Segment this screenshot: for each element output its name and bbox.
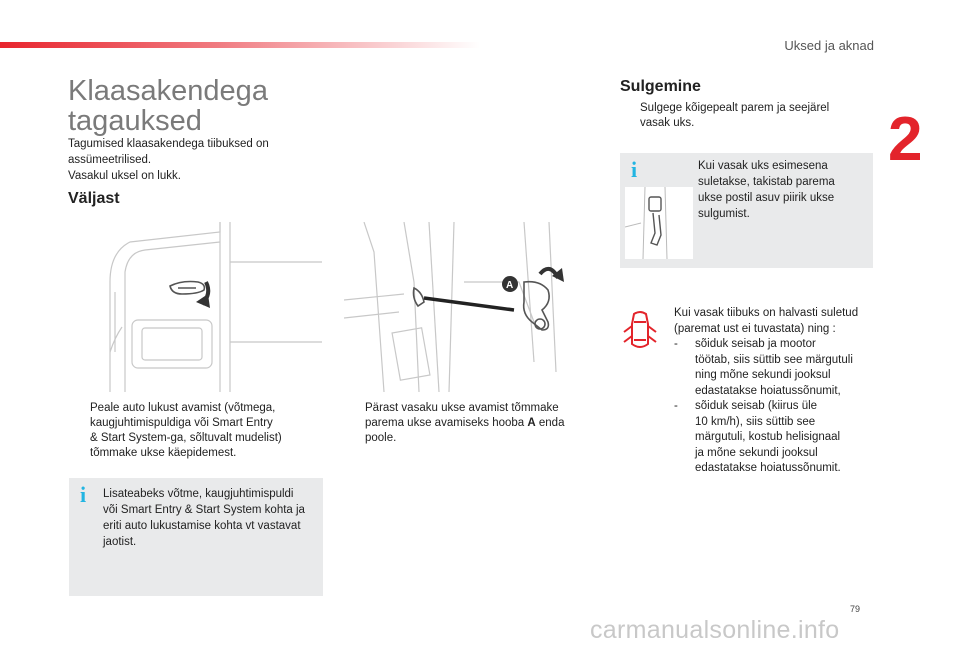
intro-line: Vasakul uksel on lukk.: [68, 170, 181, 182]
info-icon: i: [631, 157, 638, 182]
info-line: jaotist.: [103, 536, 137, 548]
warning-line: märgutuli, kostub helisignaal: [695, 431, 841, 443]
info-line: suletakse, takistab parema: [698, 176, 835, 188]
info-box-closing: [620, 153, 873, 268]
bullet-line: Peale auto lukust avamist (võtmega,: [90, 402, 276, 414]
header-accent-bar: [0, 42, 480, 48]
lever-a-drawing: [344, 222, 579, 392]
section-title: Uksed ja aknad: [784, 38, 874, 53]
striker-drawing: [625, 187, 693, 259]
figure-label-a: A: [506, 280, 514, 291]
lever-a-key: A: [527, 417, 536, 429]
bullet-line: tõmmake ukse käepidemest.: [90, 447, 237, 459]
bullet-line: & Start System-ga, sõltuvalt mudelist): [90, 432, 282, 444]
chapter-number: 2: [888, 105, 923, 174]
bullet-closing: [620, 101, 870, 131]
warning-intro-line: (paremat ust ei tuvastata) ning :: [674, 322, 836, 335]
warning-intro-line: Kui vasak tiibuks on halvasti suletud: [674, 307, 859, 319]
closing-heading: Sulgemine: [620, 78, 701, 95]
warning-line: ning mõne sekundi jooksul: [695, 369, 831, 381]
warning-item: [674, 337, 874, 399]
outside-heading: Väljast: [68, 190, 120, 207]
door-warning-drawing: [620, 310, 660, 354]
page-title: [68, 76, 268, 136]
warning-text: [674, 306, 874, 477]
watermark: carmanualsonline.info: [590, 616, 840, 644]
warning-line: ja mõne sekundi jooksul: [695, 446, 818, 459]
warning-line: töötab, siis süttib see märgutuli: [695, 353, 853, 366]
warning-line: 10 km/h), siis süttib see: [695, 415, 816, 428]
info-line: Lisateabeks võtme, kaugjuhtimispuldi: [103, 488, 294, 500]
bullet-line: Sulgege kõigepealt parem ja seejärel: [640, 102, 830, 114]
warning-dash: -: [674, 400, 678, 412]
info-line: või Smart Entry & Start System kohta ja: [103, 504, 305, 516]
bullet-line: Pärast vasaku ukse avamist tõmmake: [365, 402, 559, 414]
warning-line: edastatakse hoiatussõnumit,: [695, 384, 841, 397]
info-line: ukse postil asuv piirik ukse: [698, 192, 835, 204]
bullet-line: kaugjuhtimispuldiga või Smart Entry: [90, 417, 273, 429]
warning-line: sõiduk seisab ja mootor: [695, 338, 816, 350]
warning-item: [674, 399, 874, 477]
info-line: eriti auto lukustamise kohta vt vastavat: [103, 520, 301, 532]
bullet-open-outside: [70, 401, 322, 461]
lever-a-illustration: [344, 222, 579, 392]
info-line: sulgumist.: [698, 208, 750, 220]
warning-dash: -: [674, 338, 678, 350]
bullet-line: vasak uks.: [640, 117, 695, 129]
bullet-line: poole.: [365, 432, 397, 444]
page-title-line2: tagauksed: [68, 105, 202, 137]
page-title-line1: Klaasakendega: [68, 75, 268, 107]
door-warning-icon: [620, 310, 660, 354]
info-text: [103, 486, 319, 550]
warning-line: sõiduk seisab (kiirus üle: [695, 400, 818, 412]
info-icon: i: [80, 482, 87, 507]
info-text: [698, 158, 870, 222]
warning-line: edastatakse hoiatussõnumit.: [695, 462, 841, 474]
striker-illustration: [625, 187, 693, 259]
page-number: 79: [850, 604, 861, 614]
intro-text: [68, 136, 269, 184]
bullet-line: enda: [535, 417, 565, 429]
info-line: Kui vasak uks esimesena: [698, 160, 828, 172]
door-handle-illustration: [70, 222, 322, 392]
intro-line: assümeetrilised.: [68, 154, 152, 166]
door-handle-drawing: [70, 222, 322, 392]
intro-line: Tagumised klaasakendega tiibuksed on: [68, 138, 269, 150]
bullet-line: parema ukse avamiseks hooba: [365, 417, 528, 429]
info-box-remote: [69, 478, 323, 596]
bullet-lever-a: [345, 401, 585, 446]
